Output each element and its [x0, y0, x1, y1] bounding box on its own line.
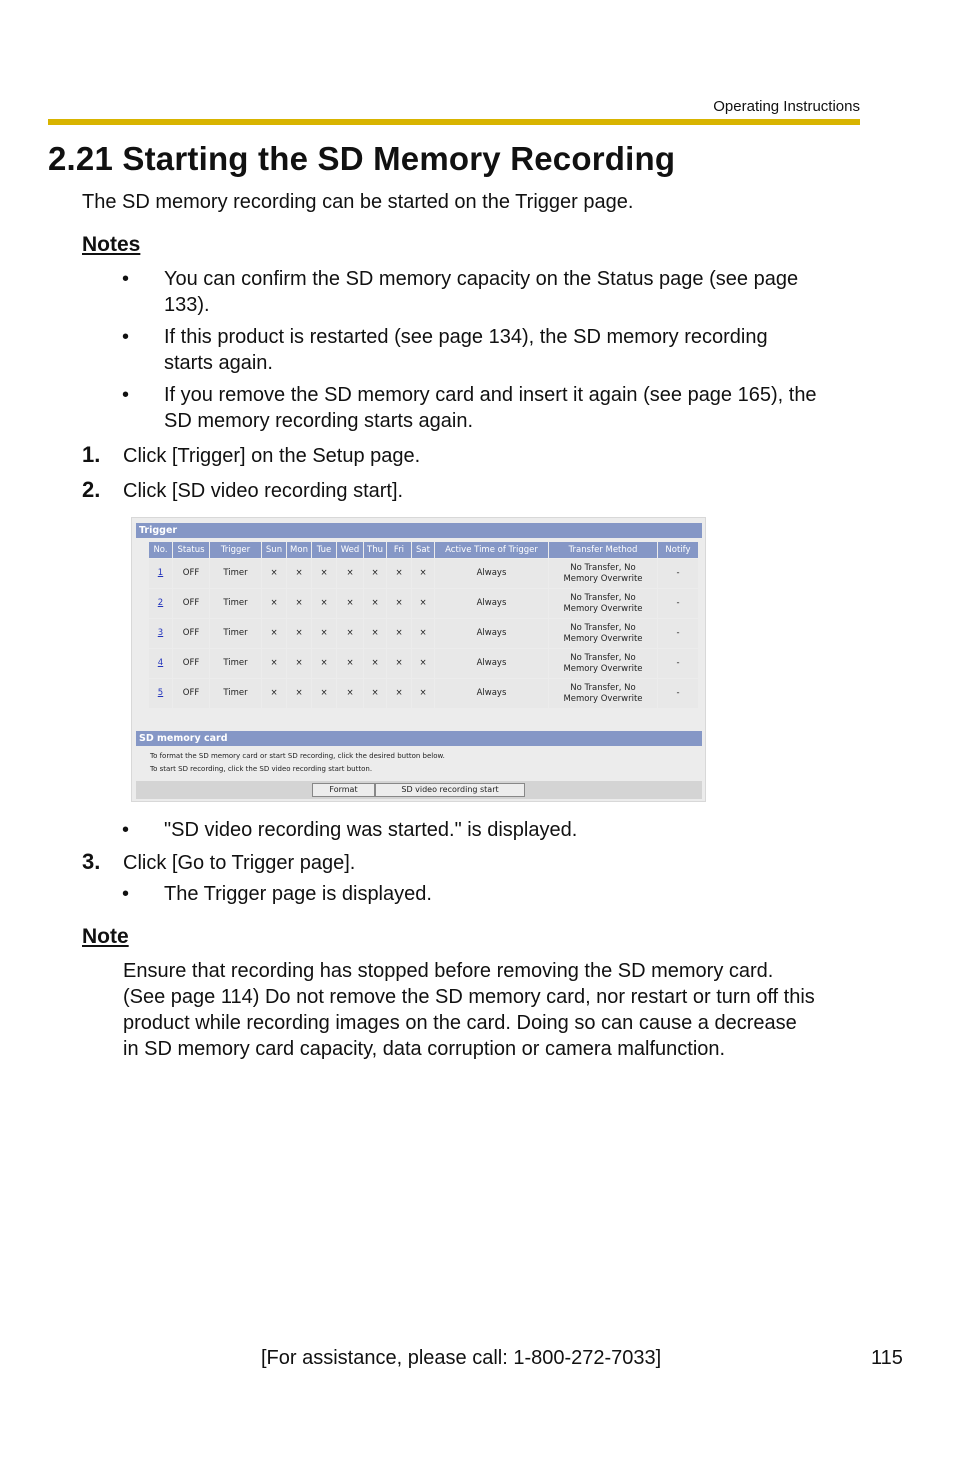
trigger-panel-header: Trigger	[136, 523, 702, 538]
bullet-icon: •	[122, 326, 130, 348]
sd-card-panel-header: SD memory card	[136, 731, 702, 746]
step-number: 1.	[82, 442, 101, 467]
sd-instruction-line: To start SD recording, click the SD video recording start button.	[150, 765, 373, 773]
sd-instruction-line: To format the SD memory card or start SD recording, click the desired button below.	[150, 752, 445, 760]
section-title: 2.21 Starting the SD Memory Recording	[48, 140, 676, 177]
bullet-icon: •	[122, 268, 130, 290]
column-header: Notify	[658, 542, 698, 558]
step-number: 3.	[82, 849, 101, 874]
assistance-footer: [For assistance, please call: 1-800-272-7033]	[261, 1347, 662, 1369]
column-header: Mon	[287, 542, 311, 558]
trigger-2-link[interactable]: 2	[157, 598, 164, 608]
column-header: Trigger	[210, 542, 261, 558]
table-row: 3 OFF Timer × × × × × × × Always No Transfer, No Memory Overwrite -	[149, 619, 698, 648]
trigger-5-link[interactable]: 5	[157, 688, 164, 698]
step-1	[82, 442, 420, 469]
note-body: Ensure that recording has stopped before removing the SD memory card. (See page 114) Do not remove the SD memory card, nor restart or turn off this product while recording images on the card. Doing so can cause a decrease in SD memory card capacity, data corruption or camera malfunction.	[123, 960, 815, 1060]
trigger-table	[148, 541, 699, 709]
table-row: 5 OFF Timer × × × × × × × Always No Transfer, No Memory Overwrite -	[149, 679, 698, 708]
step-text: Click [Trigger] on the Setup page.	[123, 445, 421, 467]
column-header: Sat	[412, 542, 434, 558]
page-number: 115	[871, 1347, 903, 1369]
list-item: • The Trigger page is displayed.	[122, 883, 432, 905]
running-header: Operating Instructions	[713, 98, 860, 115]
list-item: • "SD video recording was started." is displayed.	[122, 819, 578, 841]
header-rule	[48, 119, 860, 125]
step-3	[82, 849, 355, 876]
bullet-icon: •	[122, 883, 130, 905]
trigger-4-link[interactable]: 4	[157, 658, 164, 668]
list-item: • If this product is restarted (see page 134), the SD memory recording starts again.	[122, 326, 768, 374]
column-header: Status	[173, 542, 209, 558]
column-header: Wed	[337, 542, 363, 558]
sd-video-recording-start-button[interactable]: SD video recording start	[375, 783, 525, 797]
step-2	[82, 477, 403, 504]
trigger-1-link[interactable]: 1	[157, 568, 164, 578]
list-item: • If you remove the SD memory card and insert it again (see page 165), the SD memory recording starts again.	[122, 384, 817, 432]
column-header: No.	[149, 542, 172, 558]
step-text: Click [SD video recording start].	[123, 480, 404, 502]
sd-button-bar	[136, 781, 702, 799]
notes-heading: Notes	[82, 233, 141, 256]
column-header: Fri	[387, 542, 411, 558]
trigger-3-link[interactable]: 3	[157, 628, 164, 638]
column-header: Thu	[364, 542, 386, 558]
step-number: 2.	[82, 477, 101, 502]
bullet-icon: •	[122, 819, 130, 841]
format-button[interactable]: Format	[312, 783, 375, 797]
intro-text: The SD memory recording can be started on the Trigger page.	[82, 191, 634, 213]
table-row: 1 OFF Timer × × × × × × × Always No Transfer, No Memory Overwrite -	[149, 559, 698, 588]
trigger-page-screenshot	[131, 517, 706, 802]
table-header-row	[149, 542, 698, 558]
note-heading: Note	[82, 925, 129, 948]
column-header: Sun	[262, 542, 286, 558]
bullet-icon: •	[122, 384, 130, 406]
list-item: • You can confirm the SD memory capacity on the Status page (see page 133).	[122, 268, 799, 316]
notes-list	[122, 266, 862, 434]
column-header: Transfer Method	[549, 542, 657, 558]
column-header: Active Time of Trigger	[435, 542, 548, 558]
table-row: 2 OFF Timer × × × × × × × Always No Transfer, No Memory Overwrite -	[149, 589, 698, 618]
table-row: 4 OFF Timer × × × × × × × Always No Transfer, No Memory Overwrite -	[149, 649, 698, 678]
column-header: Tue	[312, 542, 336, 558]
step-text: Click [Go to Trigger page].	[123, 852, 356, 874]
